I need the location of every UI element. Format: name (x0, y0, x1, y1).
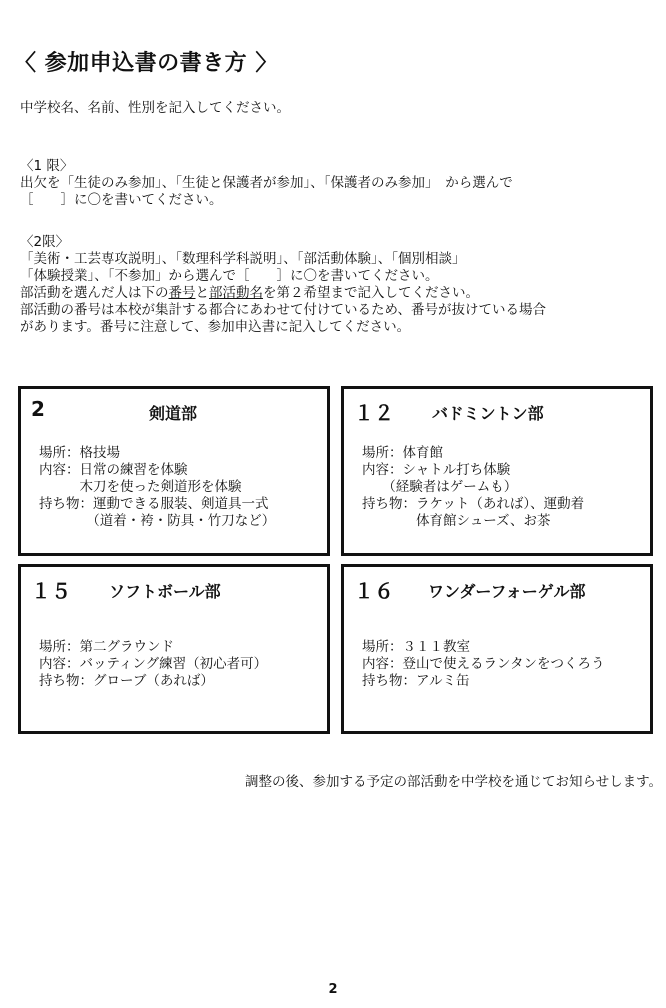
club-detail-line: 持ち物：運動できる服装、剣道具一式 (39, 496, 269, 512)
club-name: バドミントン部 (432, 404, 544, 423)
intro-line: 中学校名、名前、性別を記入してください。 (20, 100, 290, 116)
club-name: ソフトボール部 (109, 582, 221, 601)
club-detail-line: 内容：バッティング練習（初心者可） (39, 656, 268, 672)
club-detail-line: 持ち物：グローブ（あれば） (39, 673, 214, 689)
period2-line: があります。番号に注意して、参加申込書に記入してください。 (20, 319, 411, 335)
club-name: ワンダーフォーゲル部 (428, 582, 586, 601)
club-box-wandervogel (341, 564, 653, 734)
period2-line: 「美術・工芸専攻説明」、「数理科学科説明」、「部活動体験」、「個別相談」 (20, 251, 466, 267)
club-detail-line: 場所：格技場 (39, 445, 120, 461)
club-details (362, 639, 604, 690)
period2-line3-underline-clubname: 部活動名 (209, 285, 263, 301)
club-detail-line: 内容：シャトル打ち体験 (362, 462, 511, 478)
club-detail-line: 持ち物：ラケット（あれば）、運動着 (362, 496, 585, 512)
club-number: 2 (31, 397, 45, 421)
period1-line: 出欠を「生徒のみ参加」、「生徒と保護者が参加」、「保護者のみ参加」 から選んで (20, 175, 513, 191)
club-detail-line: 体育館シューズ、お茶 (362, 513, 551, 529)
period1-section (20, 158, 513, 209)
club-box-softball (18, 564, 330, 734)
intro-text (20, 100, 290, 117)
club-detail-line: 内容：日常の練習を体験 (39, 462, 188, 478)
period2-line (20, 285, 546, 302)
club-detail-line: 木刀を使った剣道形を体験 (39, 479, 242, 495)
club-number: １５ (31, 579, 71, 603)
page-title: 〈 参加申込書の書き方 〉 (14, 51, 278, 76)
period2-heading: 〈2限〉 (20, 234, 70, 250)
club-detail-line: （経験者はゲームも） (362, 479, 518, 495)
period1-heading: 〈1 限〉 (20, 158, 74, 174)
club-details (39, 639, 267, 690)
period2-line3-underline-number: 番号 (168, 285, 196, 301)
club-name: 剣道部 (149, 404, 198, 423)
club-details (362, 445, 584, 530)
club-detail-line: 内容：登山で使えるランタンをつくろう (362, 656, 605, 672)
footer-note: 調整の後、参加する予定の部活動を中学校を通じてお知らせします。 (244, 774, 662, 790)
club-box-badminton (341, 386, 653, 556)
club-number: １６ (354, 579, 394, 603)
period1-line: ［ ］に〇を書いてください。 (20, 192, 223, 208)
club-number: １２ (354, 401, 394, 425)
period2-line3-pre: 部活動を選んだ人は下の (20, 285, 169, 301)
club-detail-line: 場所：３１１教室 (362, 639, 470, 655)
period2-line: 部活動の番号は本校が集計する都合にあわせて付けているため、番号が抜けている場合 (20, 302, 546, 318)
club-detail-line: 持ち物：アルミ缶 (362, 673, 470, 689)
period2-line3-post: を第２希望まで記入してください。 (263, 285, 479, 301)
club-box-kendo (18, 386, 330, 556)
page-number: 2 (328, 982, 338, 997)
period2-line3-mid: と (195, 285, 209, 301)
period2-section (20, 234, 546, 336)
club-detail-line: （道着・袴・防具・竹刀など） (39, 513, 276, 529)
period2-line: 「体験授業」、「不参加」から選んで［ ］に〇を書いてください。 (20, 268, 439, 284)
club-detail-line: 場所：体育館 (362, 445, 443, 461)
club-details (39, 445, 275, 530)
club-detail-line: 場所：第二グラウンド (39, 639, 174, 655)
